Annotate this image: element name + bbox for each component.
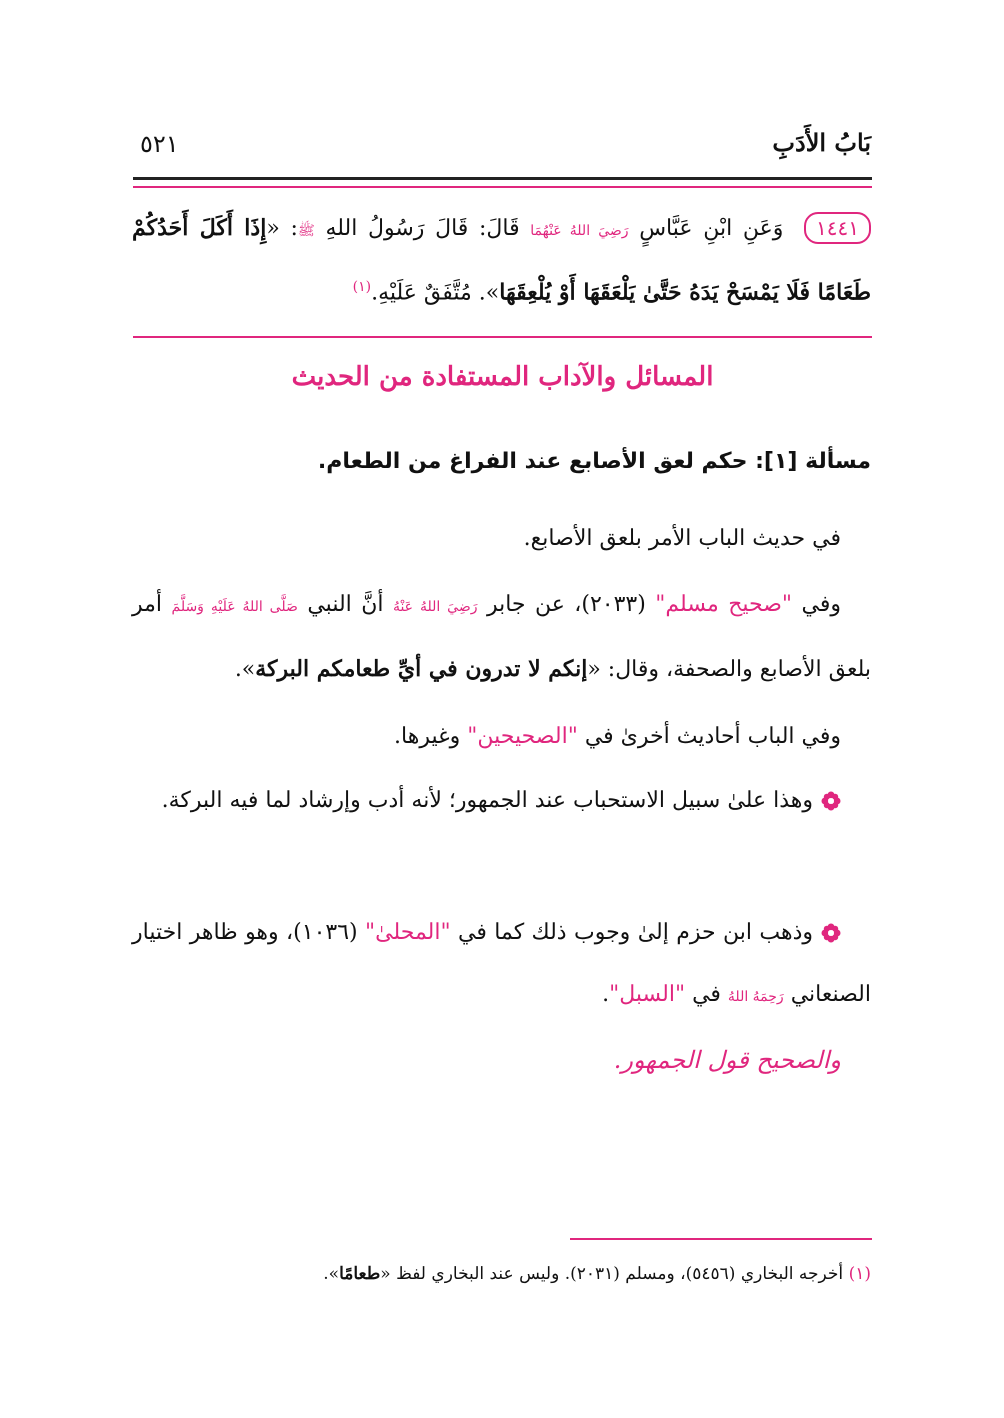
conclusion-text: والصحيح قول الجمهور. — [613, 1046, 841, 1074]
p2-text-d: أمر بلعق الأصابع والصحفة، وقال: « — [132, 592, 871, 682]
p2-quote: إنكم لا تدرون في أيِّ طعامكم البركة — [255, 656, 588, 682]
hadith-text-1: وَعَنِ ابْنِ عَبَّاسٍ — [639, 216, 784, 241]
p3-text-b: وغيرها. — [394, 724, 461, 749]
p2-text-e: ». — [234, 657, 256, 682]
p2-text-b: (٢٠٣٣)، عن جابر — [486, 592, 646, 617]
p3-text-a: وفي الباب أحاديث أخرىٰ في — [584, 724, 841, 749]
footnote-text-b: ». — [323, 1264, 340, 1284]
p5-text-c: في — [692, 982, 721, 1007]
paragraph-2 — [132, 574, 871, 701]
footnote-rule — [570, 1238, 872, 1240]
p3-source: "الصحيحين" — [467, 724, 578, 749]
issue-heading — [132, 448, 871, 474]
chapter-title: بَابُ الأَدَبِ — [772, 128, 871, 157]
honorific-companion: رَضِيَ اللهُ عَنْهُمَا — [530, 223, 629, 239]
honorific-prophet: ﷺ — [297, 223, 315, 239]
footnote-text-a: أخرجه البخاري (٥٤٥٦)، ومسلم (٢٠٣١). وليس عند البخاري لفظ « — [380, 1264, 844, 1284]
hadith-quote: إِذَا أَكَلَ أَحَدُكُمْ طَعَامًا فَلَا يَمْسَحْ يَدَهُ حَتَّىٰ يَلْعَقَهَا أَوْ يُلْعِقَهَا — [132, 215, 871, 306]
header-rule-dark — [133, 177, 872, 180]
p2-honorific-2: صَلَّى اللهُ عَلَيْهِ وَسَلَّمَ — [171, 599, 298, 615]
page-number: ٥٢١ — [140, 130, 179, 158]
p5-text-b: (١٠٣٦)، وهو ظاهر اختيار الصنعاني — [132, 920, 871, 1007]
hadith-text-4: ». مُتَّفَقٌ عَلَيْهِ. — [371, 280, 500, 306]
p5-source-2: "السبل" — [609, 982, 686, 1007]
footnote-number: (١) — [848, 1264, 871, 1284]
paragraph-4 — [132, 770, 871, 832]
flower-bullet-icon — [821, 791, 841, 811]
p5-source: "المحلىٰ" — [365, 920, 451, 945]
issue-label: مسألة [١]: — [755, 449, 871, 474]
issue-title: حكم لعق الأصابع عند الفراغ من الطعام. — [317, 449, 748, 474]
flower-bullet-icon — [821, 923, 841, 943]
p5-text-a: وذهب ابن حزم إلىٰ وجوب ذلك كما في — [458, 920, 814, 945]
hadith-text-3: : « — [266, 216, 298, 241]
footnote — [132, 1264, 871, 1284]
p2-honorific-1: رَضِيَ اللهُ عَنْهُ — [392, 599, 478, 615]
paragraph-1: في حديث الباب الأمر بلعق الأصابع. — [523, 526, 841, 551]
header-rule-accent — [133, 186, 872, 188]
p5-honorific: رَحِمَهُ اللهُ — [727, 989, 784, 1005]
p4-text: وهذا علىٰ سبيل الاستحباب عند الجمهور؛ لأنه أدب وإرشاد لما فيه البركة. — [161, 788, 813, 813]
p5-text-d: . — [602, 982, 610, 1007]
p2-source: "صحيح مسلم" — [655, 592, 793, 617]
hadith-number-badge: ١٤٤١ — [804, 212, 871, 244]
p2-text-c: أنَّ النبي — [307, 592, 384, 617]
hadith-text-2: قَالَ: قَالَ رَسُولُ اللهِ — [325, 216, 520, 241]
paragraph-5 — [132, 902, 871, 1028]
hadith-bottom-rule — [133, 336, 872, 338]
section-heading: المسائل والآداب المستفادة من الحديث — [291, 362, 714, 392]
p2-text-a: وفي — [801, 592, 841, 617]
footnote-text-bold: طعامًا — [339, 1264, 381, 1284]
footnote-reference[interactable]: (١) — [352, 279, 372, 295]
hadith-block — [132, 200, 871, 321]
paragraph-3 — [132, 706, 871, 768]
